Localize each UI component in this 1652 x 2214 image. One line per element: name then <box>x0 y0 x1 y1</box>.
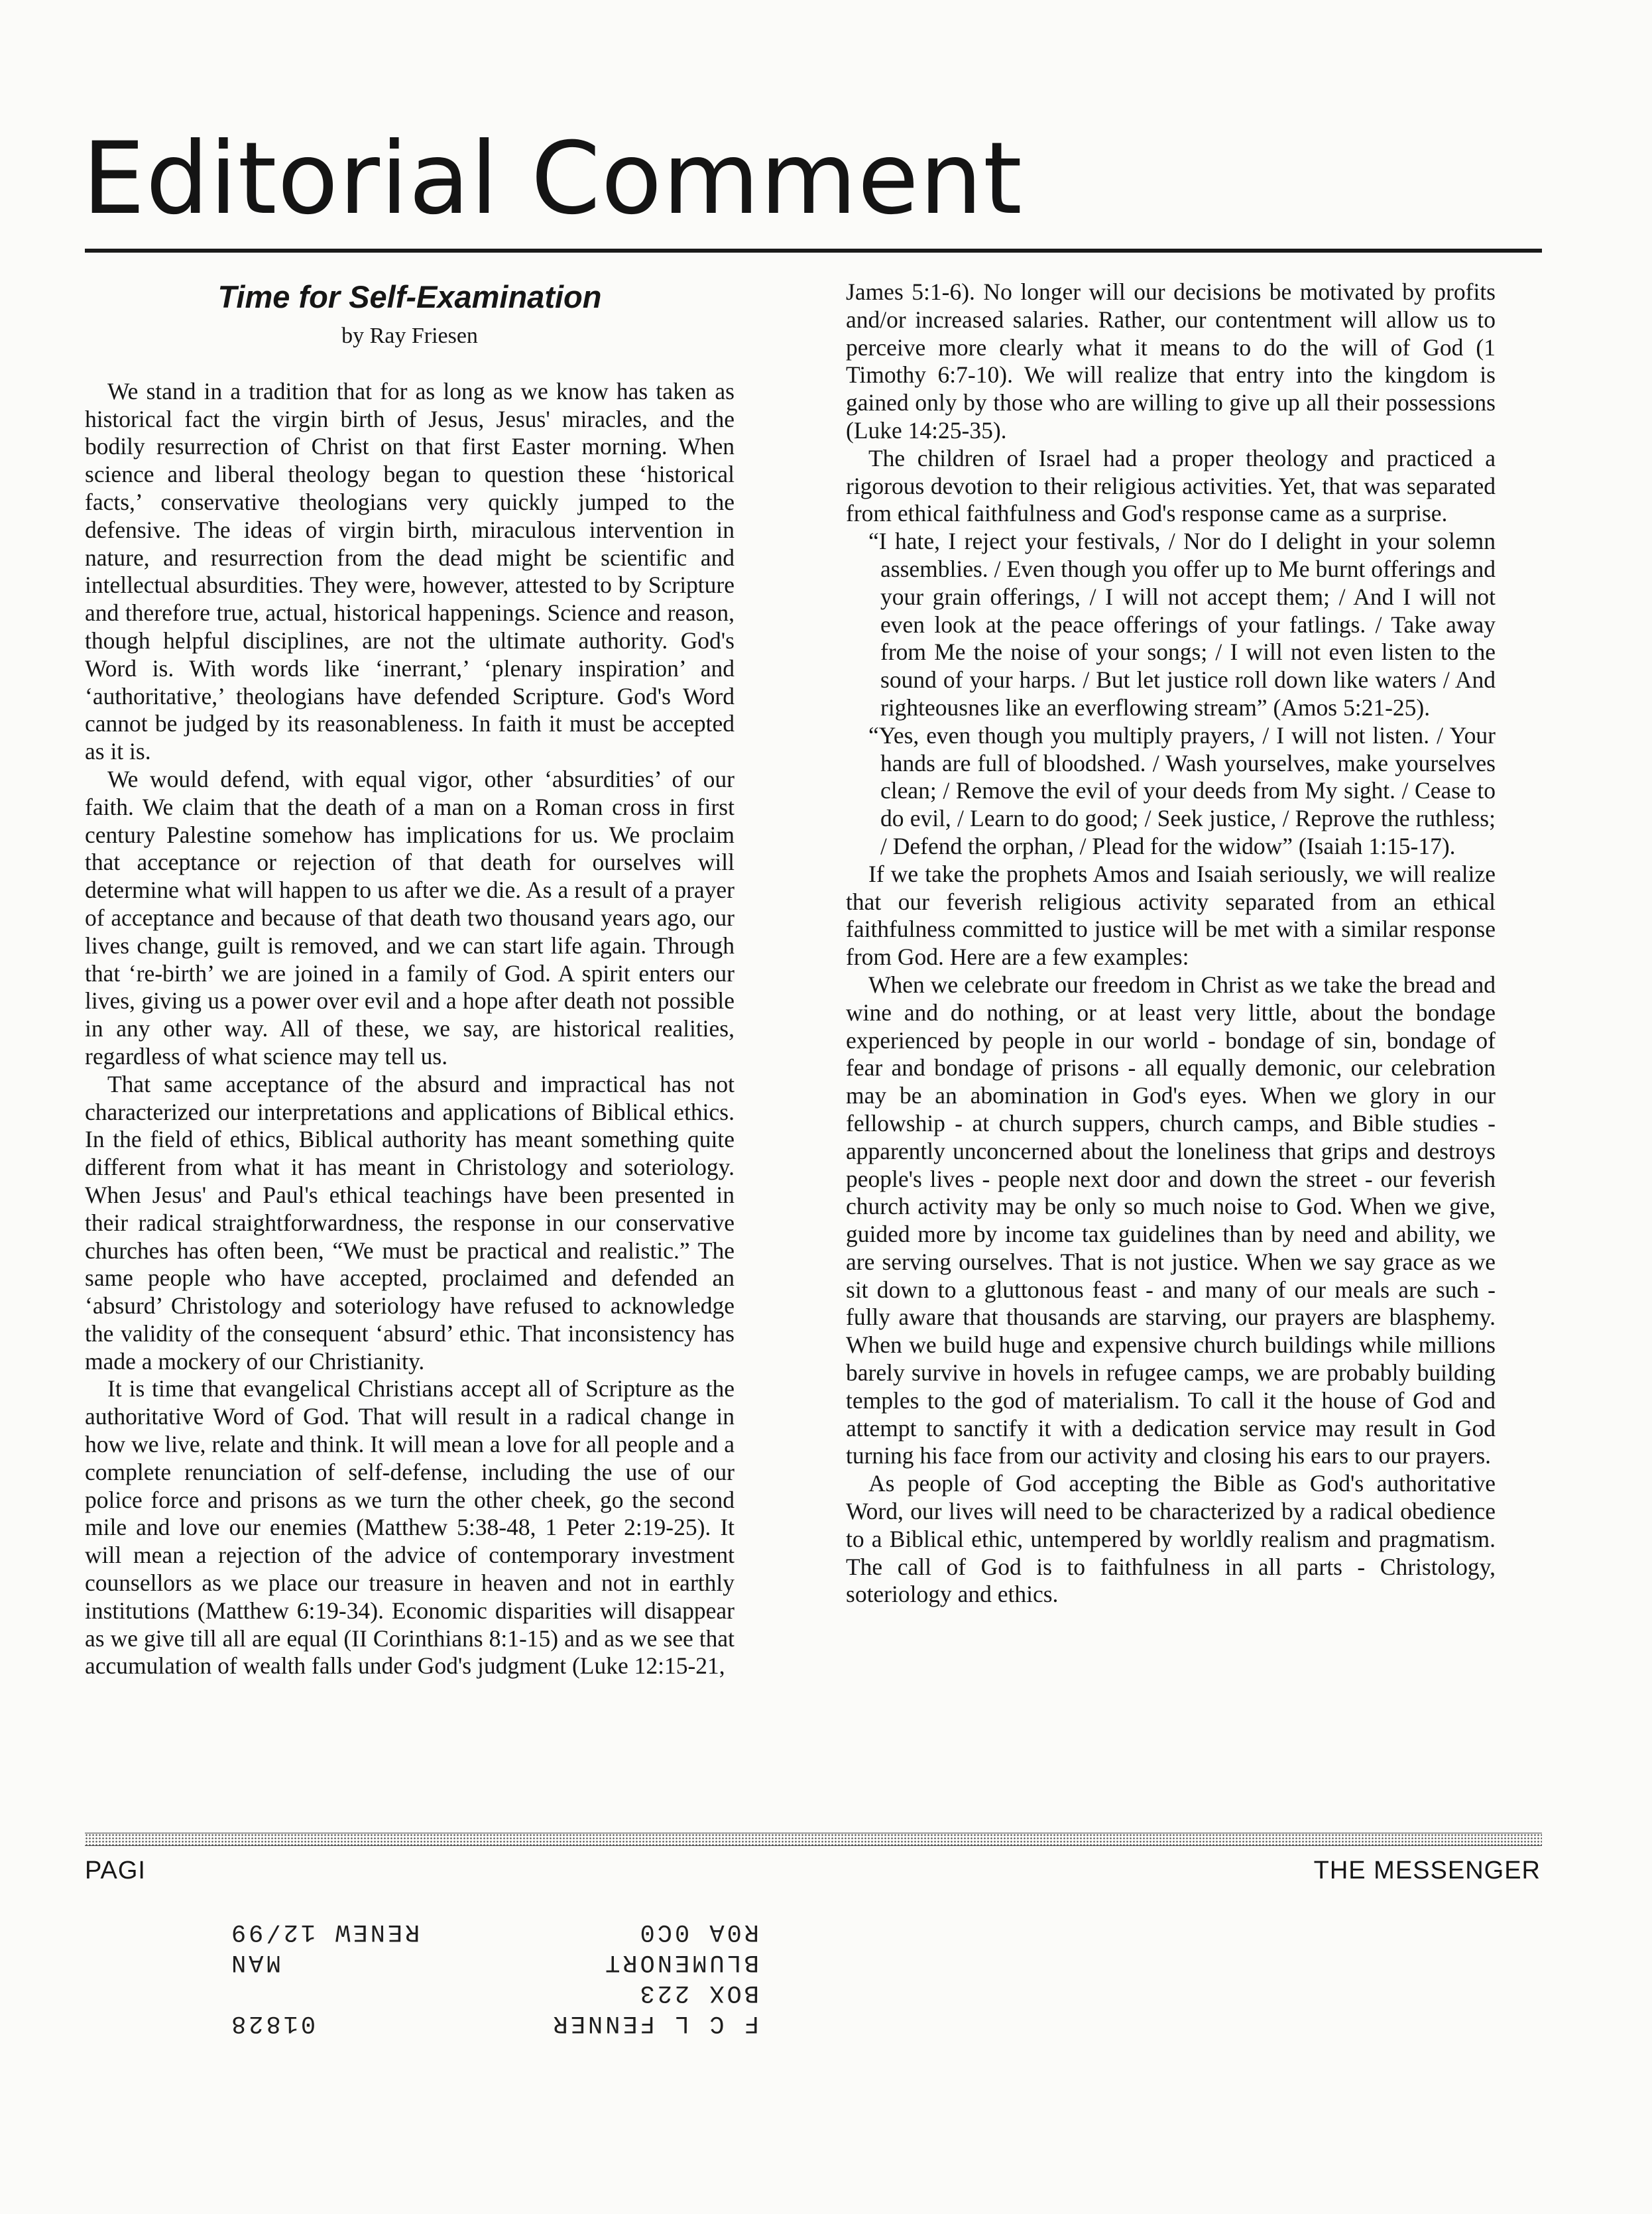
label-postal-code: R0A 0C0 <box>637 1918 759 1945</box>
paragraph-continued: James 5:1-6). No longer will our decisions be motivated by profits and/or increased salaries. Rather, our contentment will allow us to perceive more clearly what it means to do the will of God (1 Timothy 6:7-10). We will realize that entry into the kingdom is gained only by those who are willing to give up all their possessions (Luke 14:25-35). <box>846 278 1496 444</box>
label-box: BOX 223 <box>637 1979 759 2006</box>
paragraph: We stand in a tradition that for as long as we know has taken as historical fact the virgin birth of Jesus, Jesus' miracles, and the bodily resurrection of Christ on that first Easter morning. When science and liberal theology began to question these ‘historical facts,’ conservative theologians very quickly jumped to the defensive. The ideas of virgin birth, miraculous intervention in nature, and resurrection from the dead might be scientific and intellectual absurdities. They were, however, attested to by Scripture and therefore true, actual, historical happenings. Science and reason, though helpful disciplines, are not the ultimate authority. God's Word is. With words like ‘inerrant,’ ‘plenary inspiration’ and ‘authoritative,’ theologians have defended Scripture. God's Word cannot be judged by its reasonableness. In faith it must be accepted as it is. <box>85 377 735 765</box>
label-town: BLUMENORT <box>603 1948 759 1976</box>
label-row <box>229 1977 759 2008</box>
label-row <box>229 1947 759 1977</box>
mailing-label <box>229 1916 759 2038</box>
footer-separator <box>85 1833 1542 1846</box>
label-row <box>229 2008 759 2038</box>
paragraph: That same acceptance of the absurd and impractical has not characterized our interpretations and applications of Biblical ethics. In the field of ethics, Biblical authority has meant something quite different from what it has meant in Christology and soteriology. When Jesus' and Paul's ethical teachings have been presented in their radical straightforwardness, the response in our conservative churches has often been, “We must be practical and realistic.” The same people who have accepted, proclaimed and defended an ‘absurd’ Christology and soteriology have refused to acknowledge the validity of the consequent ‘absurd’ ethic. That inconsistency has made a mockery of our Christianity. <box>85 1070 735 1375</box>
paragraph: We would defend, with equal vigor, other ‘absurdities’ of our faith. We claim that the death of a man on a Roman cross in first century Palestine somehow has implications for us. We proclaim that acceptance or rejection of that death for ourselves will determine what will happen to us after we die. As a result of a prayer of acceptance and because of that death two thousand years ago, our lives change, guilt is removed, and we can start life again. Through that ‘re-birth’ we are joined in a family of God. A spirit enters our lives, giving us a power over evil and a hope after death not possible in any other way. All of these, we say, are historical realities, regardless of what science may tell us. <box>85 765 735 1070</box>
masthead-title: Editorial Comment <box>82 121 1023 237</box>
column-right <box>846 278 1496 1609</box>
paragraph: When we celebrate our freedom in Christ as we take the bread and wine and do nothing, or at least very little, about the bondage experienced by people in our world - bondage of sin, bondage of fear and bondage of prisons - all equally demonic, our celebration may be an abomination in God's eyes. When we glory in our fellowship - at church suppers, church camps, and Bible studies - apparently unconcerned about the loneliness that grips and destroys people's lives - people next door and down the street - our feverish church activity may be only so much noise to God. When we give, guided more by income tax guidelines than by need and ability, we are serving ourselves. That is not justice. When we say grace as we sit down to a gluttonous feast - and many of our meals are such - fully aware that thousands are starving, our prayers are blasphemy. When we build huge and expensive church buildings while millions barely survive in hovels in refugee camps, we are probably building temples to the god of materialism. To call it the house of God and attempt to sanctify it with a dedication service may result in God turning his face from our activity and closing his ears to our prayers. <box>846 971 1496 1469</box>
page-label: PAGI <box>85 1857 146 1884</box>
paragraph: The children of Israel had a proper theology and practiced a rigorous devotion to their religious activities. Yet, that was separated from ethical faithfulness and God's response came as a surprise. <box>846 444 1496 527</box>
quote-isaiah: “Yes, even though you multiply prayers, / I will not listen. / Your hands are full of bloodshed. / Wash yourselves, make yourselves clean; / Remove the evil of your deeds from My sight. / Cease to do evil, / Learn to do good; / Seek justice, / Reprove the ruthless; / Defend the orphan, / Plead for the widow” (Isaiah 1:15-17). <box>868 721 1496 859</box>
label-renewal: RENEW 12/99 <box>229 1918 420 1945</box>
label-name: F C L FENNER <box>550 2009 759 2037</box>
label-row <box>229 1916 759 1947</box>
quote-amos: “I hate, I reject your festivals, / Nor do I delight in your solemn assemblies. / Even though you offer up to Me burnt offerings and your grain offerings, / I will not accept them; / And I will not even look at the peace offerings of your fatlings. / Take away from Me the noise of your songs; / I will not even listen to the sound of your harps. / But let justice roll down like waters / And righteousnes like an everflowing stream” (Amos 5:21-25). <box>868 528 1496 721</box>
publication-name: THE MESSENGER <box>1313 1857 1541 1884</box>
masthead-rule <box>85 249 1542 253</box>
paragraph: If we take the prophets Amos and Isaiah seriously, we will realize that our feverish religious activity separated from an ethical faithfulness committed to justice will be met with a similar response from God. Here are a few examples: <box>846 860 1496 971</box>
label-id: 01828 <box>229 2009 316 2037</box>
article-byline: by Ray Friesen <box>341 324 478 348</box>
label-province: MAN <box>229 1948 281 1976</box>
paragraph: It is time that evangelical Christians accept all of Scripture as the authoritative Word of God. That will result in a radical change in how we live, relate and think. It will mean a love for all people and a complete renunciation of self-defense, including the use of our police force and prisons as we turn the other cheek, go the second mile and love our enemies (Matthew 5:38-48, 1 Peter 2:19-25). It will mean a rejection of the advice of contemporary investment counsellors as we place our treasure in heaven and not in earthly institutions (Matthew 6:19-34). Economic disparities will disappear as we give till all are equal (II Corinthians 8:1-15) and as we see that accumulation of wealth falls under God's judgment (Luke 12:15-21, <box>85 1375 735 1680</box>
article-title: Time for Self-Examination <box>217 279 602 314</box>
column-left <box>85 278 735 1680</box>
paragraph: As people of God accepting the Bible as God's authoritative Word, our lives will need to be characterized by a radical obedience to a Biblical ethic, untempered by worldly realism and pragmatism. The call of God is to faithfulness in all parts - Christology, soteriology and ethics. <box>846 1470 1496 1608</box>
